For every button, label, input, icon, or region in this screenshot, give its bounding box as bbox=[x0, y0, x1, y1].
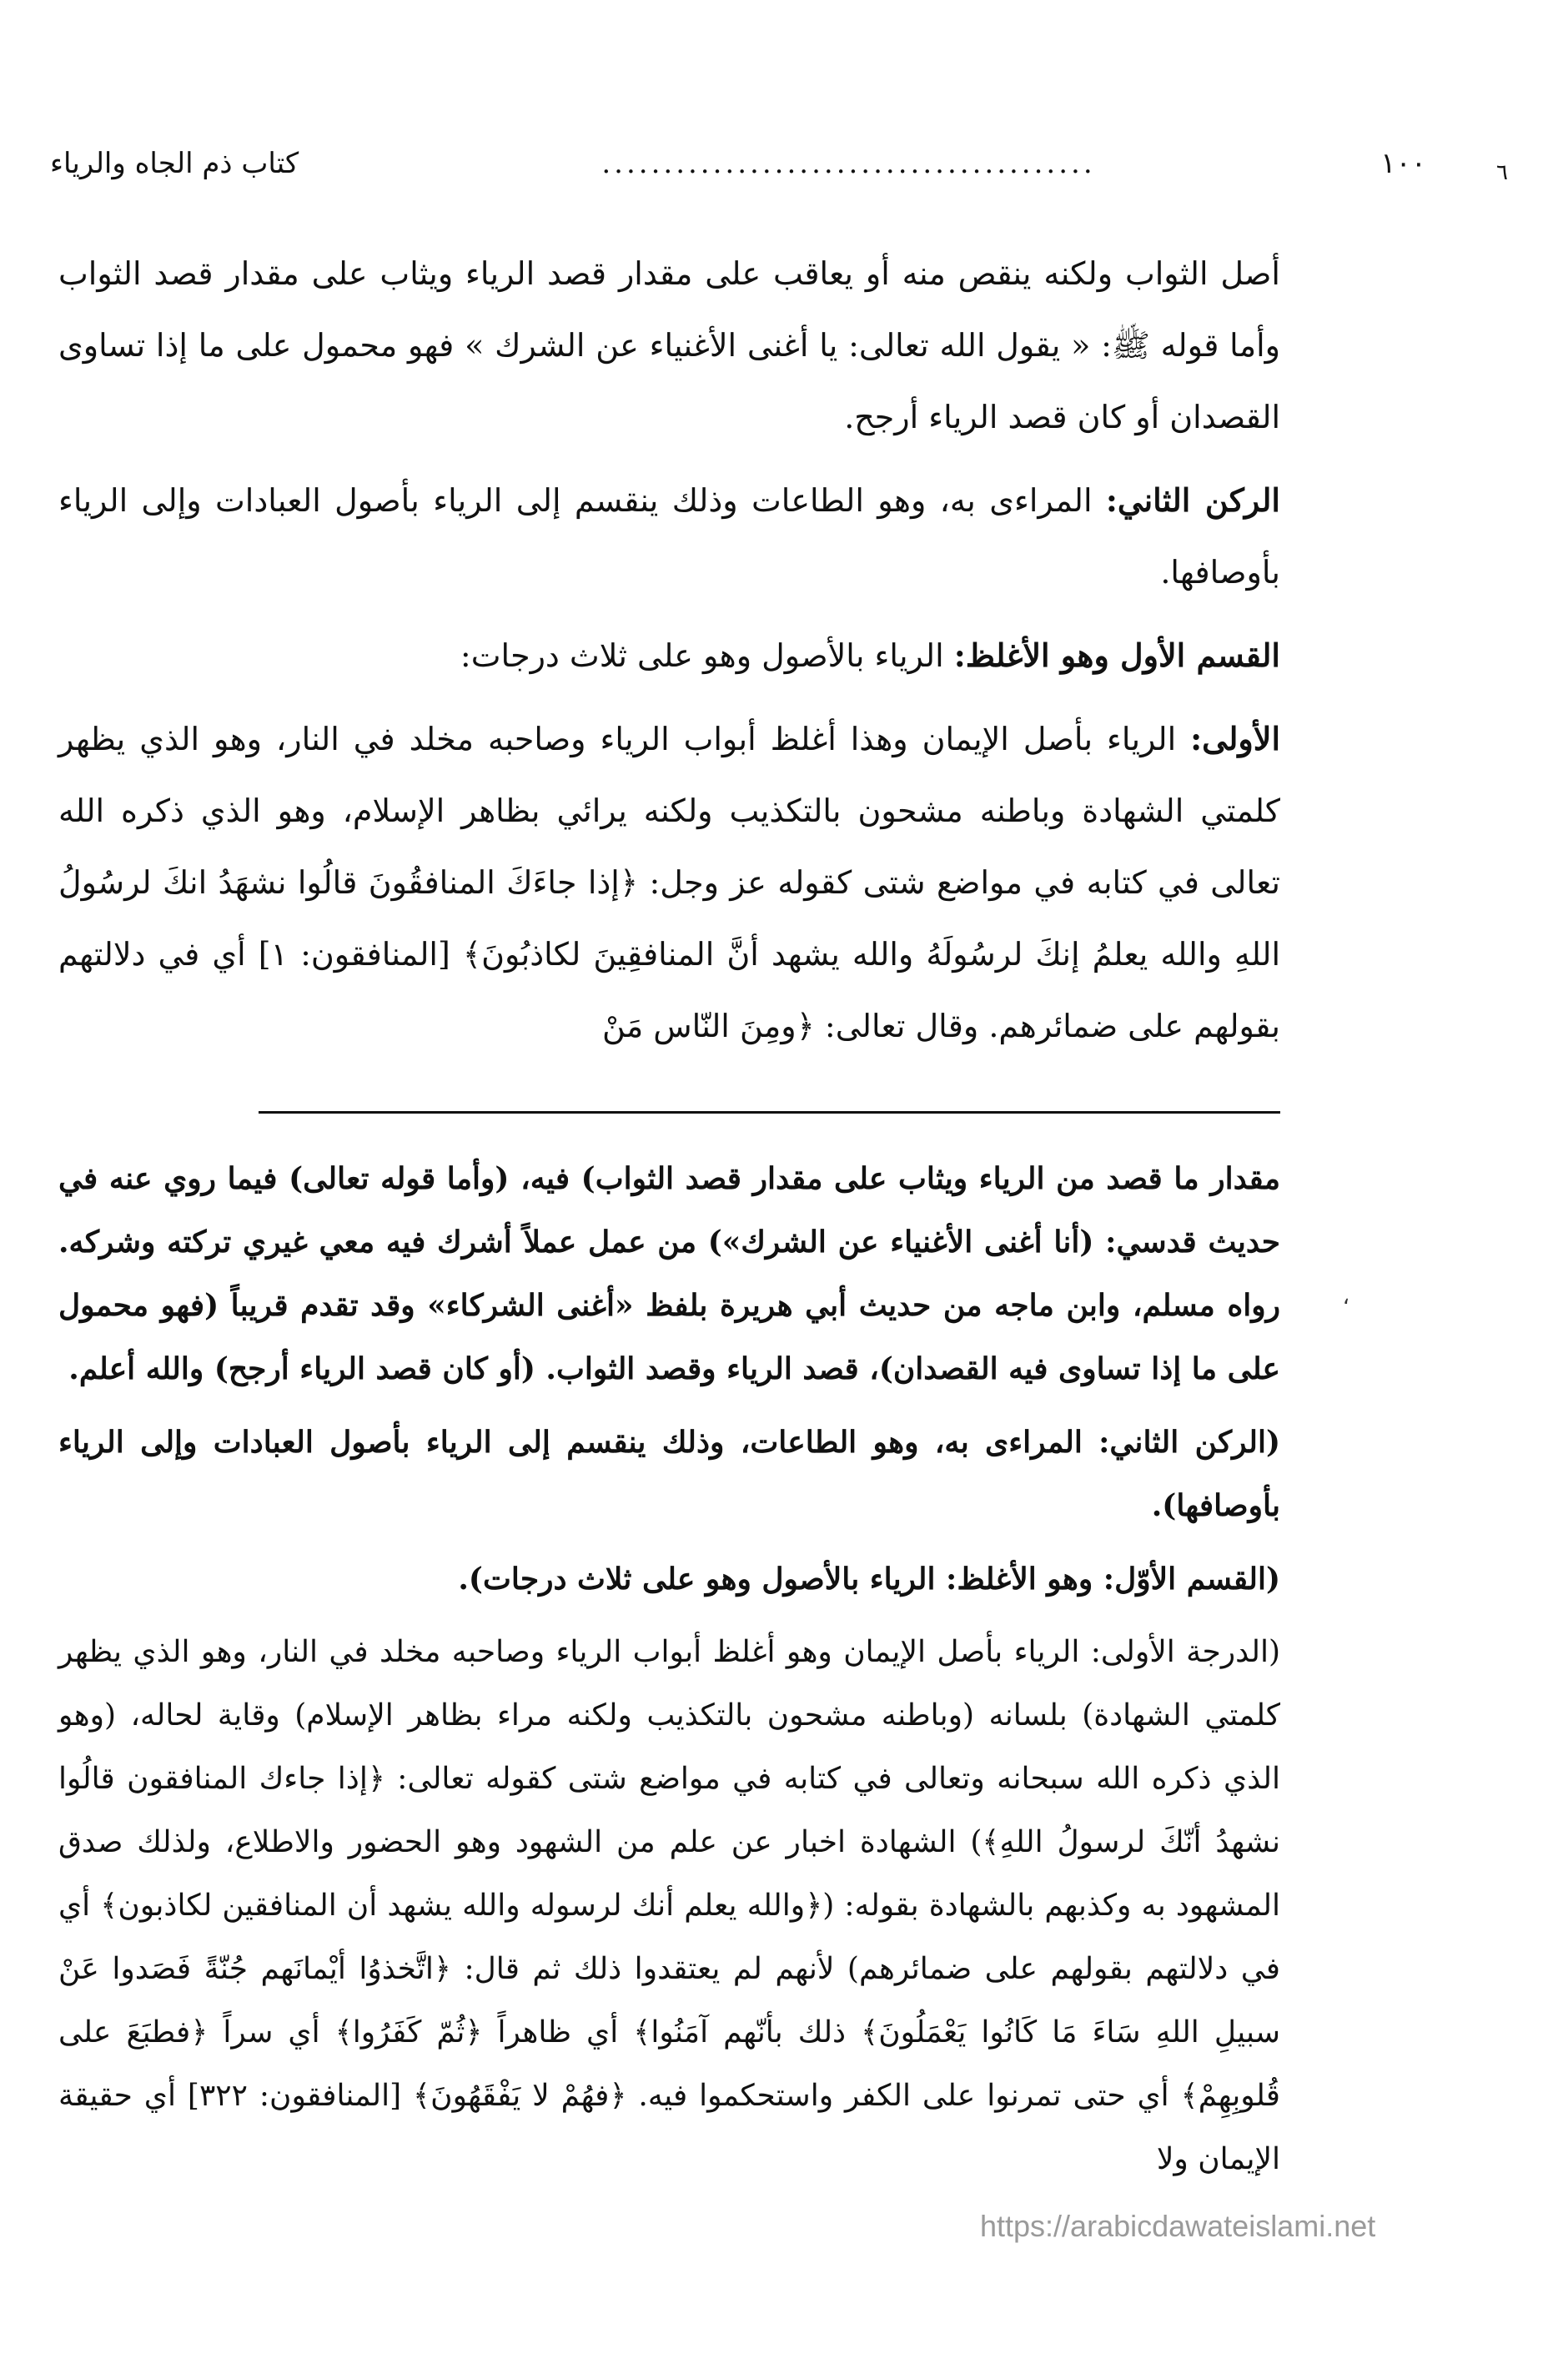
header-dots: ........................................ bbox=[601, 147, 1096, 180]
main-text-block bbox=[58, 238, 1280, 1074]
running-header bbox=[50, 140, 1426, 190]
paragraph-lead: الركن الثاني: bbox=[1105, 481, 1280, 519]
main-paragraph bbox=[58, 703, 1280, 1062]
commentary-paragraph: (الدرجة الأولى: الرياء بأصل الإيمان وهو أغلظ أبواب الرياء وصاحبه مخلد في النار، وهو الذي يظهر كلمتي الشهادة) بلسانه (وباطنه مشحون بالتكذيب ولكنه مراء بظاهر الإسلام) وقاية لحاله، (وهو الذي ذكره الله سبحانه وتعالى في كتابه في مواضع شتى كقوله تعالى: ﴿إذا جاءك المنافقون قالُوا نشهدُ أنّكَ لرسولُ اللهِ﴾) الشهادة اخبار عن علم من الشهود وهو الحضور والاطلاع، ولذلك صدق المشهود به وكذبهم بالشهادة بقوله: (﴿والله يعلم أنك لرسوله والله يشهد أن المنافقين لكاذبون﴾ أي في دلالتهم بقولهم على ضمائرهم) لأنهم لم يعتقدوا ذلك ثم قال: ﴿اتَّخذوُا أيْمانَهم جُنّةً فَصَدوا عَنْ سبيلِ اللهِ سَاءَ مَا كَانُوا يَعْمَلُونَ﴾ ذلك بأنّهم آمَنُوا﴾ أي ظاهراً ﴿ثُمّ كَفَرُوا﴾ أي سراً ﴿فطبَعَ على قُلوبِهِمْ﴾ أي حتى تمرنوا على الكفر واستحكموا فيه. ﴿فهُمْ لا يَفْقَهُونَ﴾ [المنافقون: ٣٢٢] أي حقيقة الإيمان ولا bbox=[58, 1635, 1281, 2176]
watermark-url: https://arabicdawateislami.net bbox=[980, 2209, 1376, 2243]
paragraph-text: أصل الثواب ولكنه ينقص منه أو يعاقب على مقدار قصد الرياء ويثاب على مقدار قصد الثواب وأما قوله ﷺ: « يقول الله تعالى: يا أغنى الأغنياء عن الشرك » فهو محمول على ما إذا تساوى القصدان أو كان قصد الرياء أرجح. bbox=[58, 255, 1280, 435]
commentary-block bbox=[58, 1147, 1280, 2201]
page-number: ١٠٠ bbox=[1380, 147, 1426, 180]
book-title: كتاب ذم الجاه والرياء bbox=[50, 147, 299, 180]
commentary-paragraph: مقدار ما قصد من الرياء ويثاب على مقدار قصد الثواب) فيه، (وأما قوله تعالى) فيما روي عنه في حديث قدسي: (أنا أغنى الأغنياء عن الشرك») من عمل عملاً أشرك فيه معي غيري تركته وشركه. رواه مسلم، وابن ماجه من حديث أبي هريرة بلفظ «أغنى الشركاء» وقد تقدم قريباً (فهو محمول على ما إذا تساوى فيه القصدان)، قصد الرياء وقصد الثواب. (أو كان قصد الرياء أرجح) والله أعلم. bbox=[58, 1161, 1280, 1386]
commentary-paragraph: (الركن الثاني: المراءى به، وهو الطاعات، وذلك ينقسم إلى الرياء بأصول العبادات وإلى الرياء بأوصافها). bbox=[58, 1425, 1280, 1523]
paragraph-text: الرياء بالأصول وهو على ثلاث درجات: bbox=[460, 637, 944, 674]
commentary-paragraph: (القسم الأوّل: وهو الأغلظ: الرياء بالأصول وهو على ثلاث درجات). bbox=[458, 1562, 1280, 1597]
corner-mark: ٦ bbox=[1496, 160, 1508, 185]
paragraph-text: المراءى به، وهو الطاعات وذلك ينقسم إلى الرياء بأصول العبادات وإلى الرياء بأوصافها. bbox=[58, 482, 1280, 591]
main-paragraph bbox=[58, 465, 1280, 608]
separator-rule bbox=[259, 1111, 1280, 1114]
margin-mark: ، bbox=[1342, 1285, 1349, 1310]
main-paragraph bbox=[58, 238, 1280, 453]
paragraph-lead: القسم الأول وهو الأغلظ: bbox=[953, 636, 1280, 674]
main-paragraph bbox=[58, 620, 1280, 692]
paragraph-text: الرياء بأصل الإيمان وهذا أغلظ أبواب الرياء وصاحبه مخلد في النار، وهو الذي يظهر كلمتي الشهادة وباطنه مشحون بالتكذيب ولكنه يرائي بظاهر الإسلام، وهو الذي ذكره الله تعالى في كتابه في مواضع شتى كقوله عز وجل: ﴿إذا جاءَكَ المنافقُونَ قالُوا نشهَدُ انكَ لرسُولُ اللهِ والله يعلمُ إنكَ لرسُولَهُ والله يشهد أنَّ المنافقِينَ لكاذبُونَ﴾ [المنافقون: ١] أي في دلالتهم بقولهم على ضمائرهم. وقال تعالى: ﴿ومِنَ النّاس مَنْ bbox=[58, 721, 1281, 1044]
paragraph-lead: الأولى: bbox=[1190, 720, 1280, 757]
